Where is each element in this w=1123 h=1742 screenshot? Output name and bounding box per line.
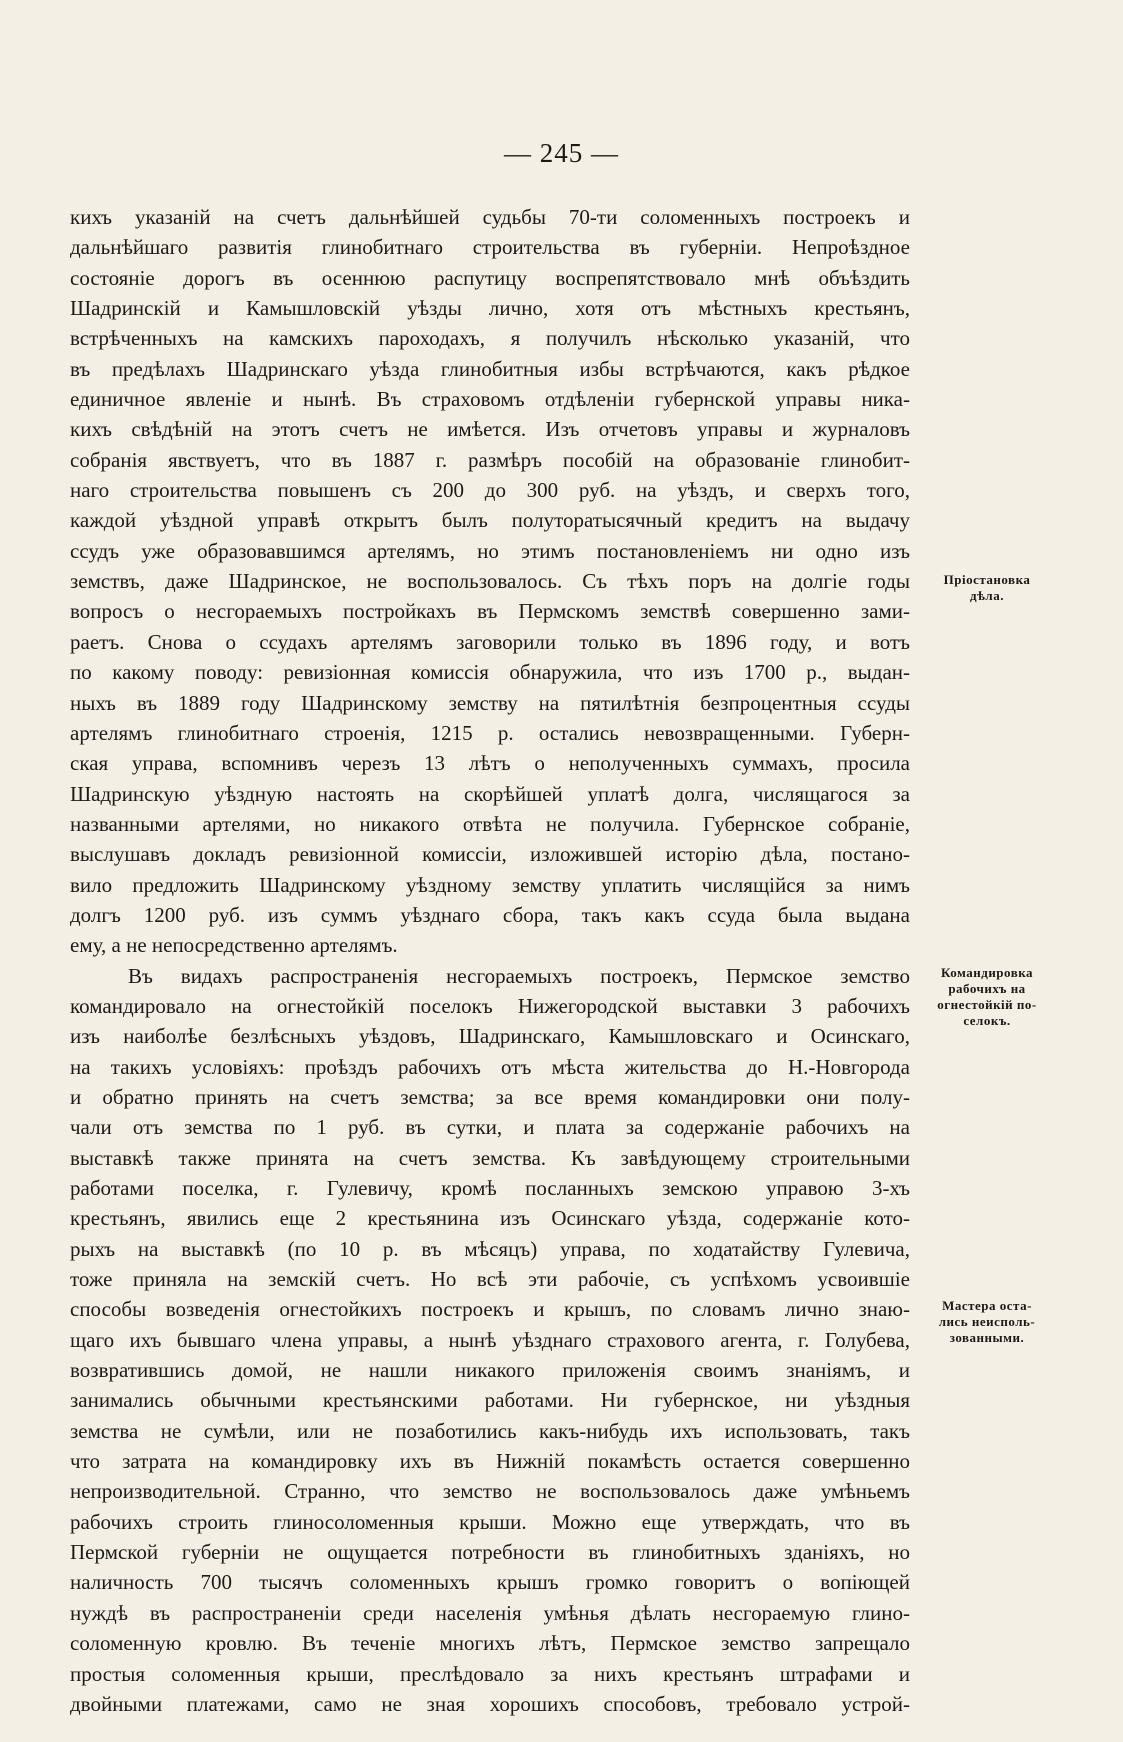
text-line: дальнѣйшаго развитія глинобитнаго строительства въ губерніи. Непроѣздное [70, 235, 910, 260]
text-line: собранія явствуетъ, что въ 1887 г. размѣръ пособій на образованіе глинобит- [70, 447, 910, 472]
margin-note-line: Командировка [940, 965, 1034, 980]
margin-note-line: огнестойкій по- [937, 997, 1037, 1012]
margin-note-suspension [912, 572, 1062, 604]
text-line: что затрата на командировку ихъ въ Нижній покамѣсть остается совершенно [70, 1449, 910, 1474]
margin-note-line: рабочихъ на [948, 981, 1026, 996]
body-text [70, 202, 910, 1719]
text-line: долгъ 1200 руб. изъ суммъ уѣзднаго сбора, такъ какъ ссуда была выдана [70, 902, 910, 927]
text-line: соломенную кровлю. Въ теченіе многихъ лѣтъ, Пермское земство запрещало [70, 1631, 910, 1656]
text-line: способы возведенія огнестойкихъ построекъ и крышъ, по словамъ лично знаю- [70, 1297, 910, 1322]
text-line: ему, а не непосредственно артелямъ. [70, 933, 398, 958]
text-line: щаго ихъ бывшаго члена управы, а нынѣ уѣзднаго страхового агента, г. Голубева, [70, 1327, 910, 1352]
margin-note-line: Пріостановка [943, 572, 1031, 587]
text-line: на такихъ условіяхъ: проѣздъ рабочихъ отъ мѣста жительства до Н.-Новгорода [70, 1054, 910, 1079]
margin-note-line: зованными. [949, 1330, 1025, 1345]
text-line: земствъ, даже Шадринское, не воспользовалось. Съ тѣхъ поръ на долгіе годы [70, 569, 910, 594]
text-line: крестьянъ, явились еще 2 крестьянина изъ Осинскаго уѣзда, содержаніе кото- [70, 1206, 910, 1231]
text-line: нуждѣ въ распространеніи среди населенія умѣнья дѣлать несгораемую глино- [70, 1600, 910, 1625]
text-line: Шадринскую уѣздную настоять на скорѣйшей уплатѣ долга, числящагося за [70, 781, 910, 806]
text-line: непроизводительной. Странно, что земство не воспользовалось даже умѣньемъ [70, 1479, 910, 1504]
margin-note-line: Мастера оста- [942, 1298, 1032, 1313]
text-line: ссудъ уже образовавшимся артелямъ, но этимъ постановленіемъ ни одно изъ [70, 538, 910, 563]
text-line: по какому поводу: ревизіонная комиссія обнаружила, что изъ 1700 р., выдан- [70, 660, 910, 685]
margin-note-line: дѣла. [970, 588, 1004, 603]
text-line: земства не сумѣли, или не позаботились какъ-нибудь ихъ использовать, такъ [70, 1418, 910, 1443]
text-line: раетъ. Снова о ссудахъ артелямъ заговорили только въ 1896 году, и вотъ [70, 629, 910, 654]
text-line: въ предѣлахъ Шадринскаго уѣзда глинобитныя избы встрѣчаются, какъ рѣдкое [70, 356, 910, 381]
text-line: и обратно принять на счетъ земства; за все время командировки они полу- [70, 1084, 910, 1109]
text-line: Въ видахъ распространенія несгораемыхъ построекъ, Пермское земство [128, 963, 910, 988]
text-line: рабочихъ строить глиносоломенныя крыши. Можно еще утверждать, что въ [70, 1509, 910, 1534]
text-line: работами поселка, г. Гулевичу, кромѣ посланныхъ земскою управою 3-хъ [70, 1176, 910, 1200]
text-line: Пермской губерніи не ощущается потребности въ глинобитныхъ зданіяхъ, но [70, 1540, 910, 1565]
text-line: командировало на огнестойкій поселокъ Нижегородской выставки 3 рабочихъ [70, 993, 910, 1018]
text-line: наго строительства повышенъ съ 200 до 300 руб. на уѣздъ, и сверхъ того, [70, 478, 910, 503]
text-line: чали отъ земства по 1 руб. въ сутки, и плата за содержаніе рабочихъ на [70, 1115, 910, 1140]
text-line: кихъ указаній на счетъ дальнѣйшей судьбы 70-ти соломенныхъ построекъ и [70, 205, 910, 229]
text-line: состояніе дорогъ въ осеннюю распутицу воспрепятствовало мнѣ объѣздить [70, 265, 910, 290]
text-line: артелямъ глинобитнаго строенія, 1215 р. остались невозвращенными. Губерн- [70, 720, 910, 745]
text-line: двойными платежами, само не зная хорошихъ способовъ, требовало устрой- [70, 1691, 910, 1716]
text-line: наличность 700 тысячъ соломенныхъ крышъ громко говоритъ о вопіющей [70, 1570, 910, 1595]
text-line: Шадринскій и Камышловскій уѣзды лично, хотя отъ мѣстныхъ крестьянъ, [70, 296, 910, 321]
margin-note-line: лись неисполь- [938, 1314, 1036, 1329]
margin-note-masters-unused [912, 1298, 1062, 1346]
text-line: каждой уѣздной управѣ открытъ былъ полуторатысячный кредитъ на выдачу [70, 508, 910, 533]
text-line: названными артелями, но никакого отвѣта не получила. Губернское собраніе, [70, 811, 910, 836]
page-number: — 245 — [504, 138, 619, 168]
text-line: ская управа, вспомнивъ черезъ 13 лѣтъ о неполученныхъ суммахъ, просила [70, 751, 910, 776]
margin-note-line: селокъ. [963, 1013, 1011, 1028]
text-line: тоже приняла на земскій счетъ. Но всѣ эти рабочіе, съ успѣхомъ усвоившіе [70, 1267, 910, 1292]
margin-note-workers-sent [912, 965, 1062, 1029]
text-line: рыхъ на выставкѣ (по 10 р. въ мѣсяцъ) управа, по ходатайству Гулевича, [70, 1236, 910, 1261]
text-line: выставкѣ также принята на счетъ земства. Къ завѣдующему строительными [70, 1145, 910, 1170]
text-line: вопросъ о несгораемыхъ постройкахъ въ Пермскомъ земствѣ совершенно зами- [70, 599, 910, 624]
text-line: вило предложить Шадринскому уѣздному земству уплатить числящійся за нимъ [70, 872, 910, 897]
text-line: занимались обычными крестьянскими работами. Ни губернское, ни уѣздныя [70, 1388, 910, 1413]
text-line: кихъ свѣдѣній на этотъ счетъ не имѣется. Изъ отчетовъ управы и журналовъ [70, 417, 910, 442]
text-line: единичное явленіе и нынѣ. Въ страховомъ отдѣленіи губернской управы ника- [70, 387, 910, 412]
text-line: выслушавъ докладъ ревизіонной комиссіи, изложившей исторію дѣла, постано- [70, 842, 910, 867]
text-line: встрѣченныхъ на камскихъ пароходахъ, я получилъ нѣсколько указаній, что [70, 326, 910, 351]
text-line: изъ наиболѣе безлѣсныхъ уѣздовъ, Шадринскаго, Камышловскаго и Осинскаго, [70, 1024, 910, 1049]
text-line: возвратившись домой, не нашли никакого приложенія своимъ знаніямъ, и [70, 1358, 910, 1383]
text-line: ныхъ въ 1889 году Шадринскому земству на пятилѣтнія безпроцентныя ссуды [70, 690, 910, 715]
text-line: простыя соломенныя крыши, преслѣдовало за нихъ крестьянъ штрафами и [70, 1661, 910, 1686]
